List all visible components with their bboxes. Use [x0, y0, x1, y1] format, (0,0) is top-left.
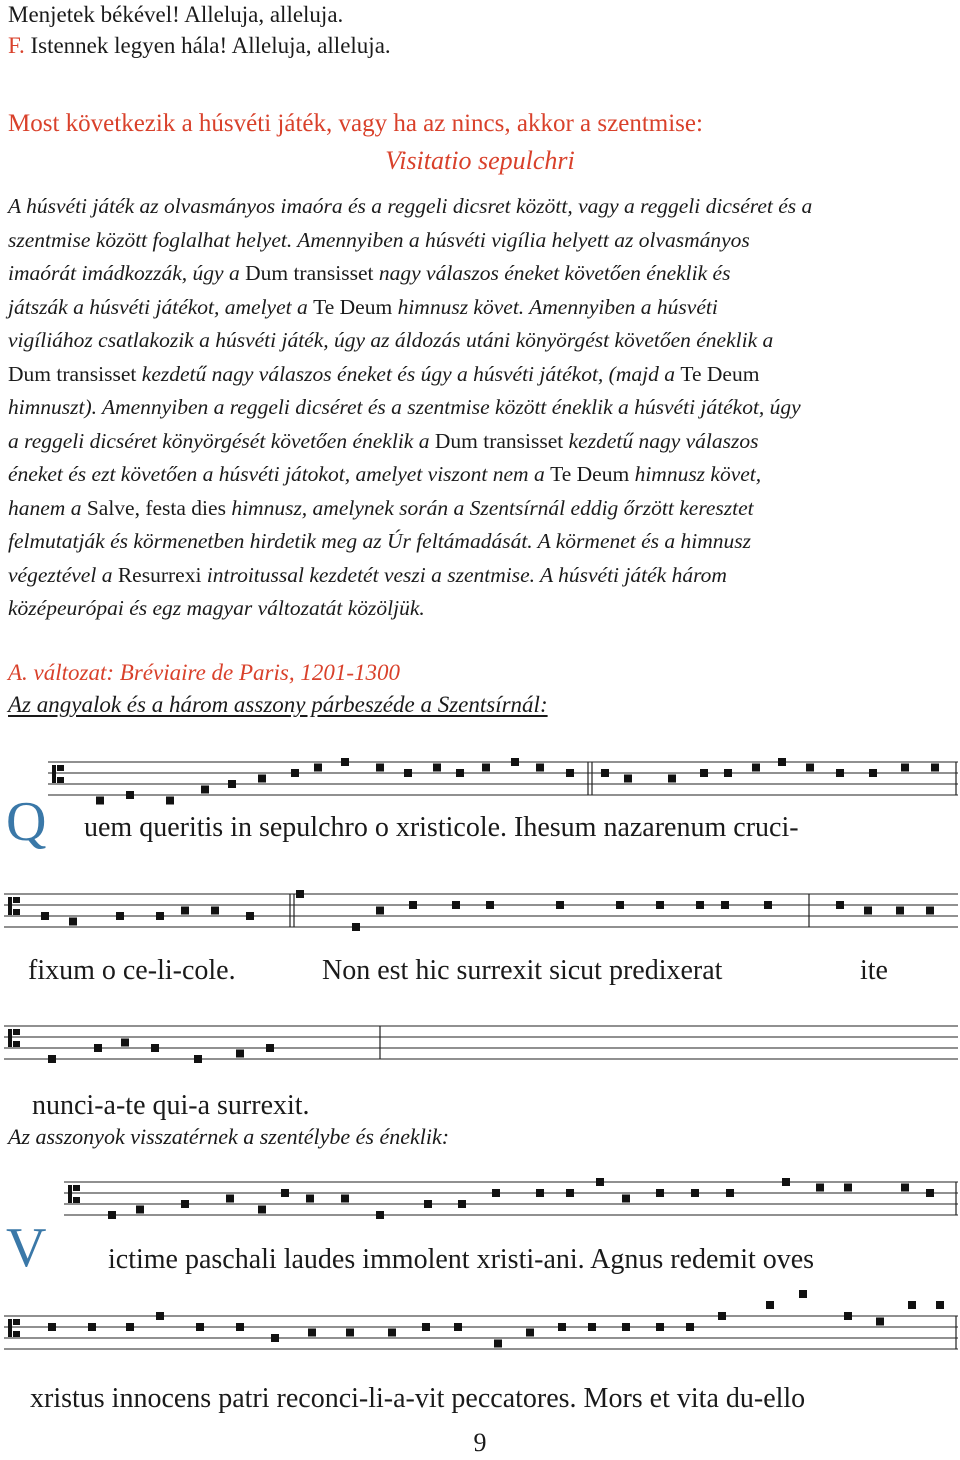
- rubric-text: éneket és ezt követően a húsvéti játokot, amelyet viszont nem a: [8, 462, 551, 486]
- neume: [752, 764, 760, 772]
- chant-staff-5: [0, 1306, 960, 1366]
- neume: [721, 901, 729, 909]
- neume: [422, 1323, 430, 1331]
- neume: [306, 1195, 314, 1203]
- rubric-text: végeztével a: [8, 562, 118, 587]
- drop-cap-v: V: [6, 1217, 47, 1279]
- neume: [616, 901, 624, 909]
- neume: [201, 786, 209, 794]
- neume: [166, 797, 174, 805]
- neume: [194, 1055, 202, 1063]
- neume: [696, 901, 704, 909]
- neume: [226, 1195, 234, 1203]
- rubric-text: himnuszt). Amennyiben a reggeli dicséret és a szentmise között éneklik a húsvéti játékot, úgy: [8, 395, 801, 419]
- rubric-text: a reggeli dicséret könyörgését követően éneklik a: [8, 428, 435, 453]
- rubric-paragraph: [8, 190, 956, 626]
- neume: [88, 1323, 96, 1331]
- neume: [844, 1184, 852, 1192]
- neume: [341, 1195, 349, 1203]
- chant-staff-3: [0, 1016, 960, 1076]
- response-text: Istennek legyen hála! Alleluja, alleluja.: [24, 33, 391, 58]
- neume: [764, 901, 772, 909]
- neume: [601, 769, 609, 777]
- neume: [308, 1329, 316, 1337]
- neume: [511, 758, 519, 766]
- neume: [624, 775, 632, 783]
- neume: [864, 907, 872, 915]
- rubric-line: [8, 190, 956, 224]
- neume: [346, 1329, 354, 1337]
- neume: [156, 912, 164, 920]
- neume: [726, 1189, 734, 1197]
- neume: [196, 1323, 204, 1331]
- chant-title: Dum transisset: [8, 361, 137, 386]
- c-clef-icon: [8, 1029, 20, 1047]
- neume: [48, 1323, 56, 1331]
- neume: [622, 1195, 630, 1203]
- rubric-text: introitussal kezdetét veszi a szentmise. A húsvéti játék három: [201, 562, 727, 587]
- neume: [409, 901, 417, 909]
- lyric-line-2c: ite: [860, 955, 888, 986]
- neume: [236, 1050, 244, 1058]
- rubric-line: [8, 391, 956, 425]
- neume: [526, 1329, 534, 1337]
- neume: [668, 775, 676, 783]
- neume: [656, 1323, 664, 1331]
- version-caption: Az angyalok és a három asszony párbeszéde a Szentsírnál:: [8, 692, 548, 717]
- section-subtitle: Visitatio sepulchri: [385, 146, 575, 175]
- neume: [806, 764, 814, 772]
- c-clef-icon: [52, 765, 64, 783]
- neume: [876, 1318, 884, 1326]
- page-number: 9: [473, 1428, 487, 1457]
- neume: [266, 1044, 274, 1052]
- neume: [536, 764, 544, 772]
- chant-title: Te Deum: [680, 361, 760, 386]
- neume: [352, 923, 360, 931]
- rubric-line: [8, 458, 956, 492]
- drop-cap-q: Q: [6, 791, 47, 853]
- neume: [48, 1055, 56, 1063]
- rubric-text: nagy válaszos éneket követően éneklik és: [373, 261, 731, 285]
- neume: [901, 1184, 909, 1192]
- neume: [836, 901, 844, 909]
- neume: [691, 1189, 699, 1197]
- rubric-text: himnusz követ,: [629, 462, 762, 486]
- lyric-line-3: nunci-a-te qui-a surrexit.: [32, 1090, 310, 1121]
- neume: [718, 1312, 726, 1320]
- neume: [458, 1200, 466, 1208]
- neume: [482, 764, 490, 772]
- chant-title: Dum transisset: [434, 428, 564, 453]
- neume: [456, 769, 464, 777]
- neume: [622, 1323, 630, 1331]
- neume: [126, 791, 134, 799]
- lyric-line-5: xristus innocens patri reconci-li-a-vit peccatores. Mors et vita du-ello: [30, 1383, 806, 1414]
- rubric-text: himnusz követ. Amennyiben a húsvéti: [392, 294, 718, 319]
- neume: [116, 912, 124, 920]
- neume: [136, 1206, 144, 1214]
- neume: [700, 769, 708, 777]
- neume: [901, 764, 909, 772]
- neume: [566, 1189, 574, 1197]
- rubric-text: hanem a: [8, 495, 87, 520]
- neume: [926, 1189, 934, 1197]
- neume: [126, 1323, 134, 1331]
- neume: [246, 912, 254, 920]
- neume: [926, 907, 934, 915]
- neume: [121, 1039, 129, 1047]
- lyric-line-4: ictime paschali laudes immolent xristi-ani. Agnus redemit oves: [108, 1244, 815, 1275]
- chant-title: Resurrexi: [117, 562, 202, 587]
- lyric-line-1: uem queritis in sepulchro o xristicole. Ihesum nazarenum cruci-: [84, 812, 799, 843]
- neume: [156, 1312, 164, 1320]
- neume: [778, 758, 786, 766]
- neume: [271, 1334, 279, 1342]
- neume: [96, 797, 104, 805]
- neume: [281, 1189, 289, 1197]
- neume: [452, 901, 460, 909]
- rubric-line: [8, 324, 956, 358]
- neume: [656, 901, 664, 909]
- rubric-line: [8, 525, 956, 559]
- response-line: [8, 33, 391, 59]
- chant-staff-2: [0, 884, 960, 944]
- neume: [404, 769, 412, 777]
- rubric-line: [8, 224, 956, 258]
- neume: [896, 907, 904, 915]
- chant-staff-4: [0, 1172, 960, 1232]
- neume: [228, 780, 236, 788]
- neume: [151, 1044, 159, 1052]
- neume: [844, 1312, 852, 1320]
- neume: [566, 769, 574, 777]
- rubric-text: kezdetű nagy válaszos éneket és úgy a húsvéti játékot, (majd a: [136, 361, 681, 386]
- neume: [258, 1206, 266, 1214]
- neume: [558, 1323, 566, 1331]
- section-heading: Most következik a húsvéti játék, vagy ha az nincs, akkor a szentmise:: [8, 110, 703, 137]
- neume: [454, 1323, 462, 1331]
- neume: [69, 918, 77, 926]
- neume: [108, 1211, 116, 1219]
- neume: [782, 1178, 790, 1186]
- neume: [296, 890, 304, 898]
- neume: [181, 1200, 189, 1208]
- neume: [936, 1301, 944, 1309]
- rubric-text: himnusz, amelynek során a Szentsírnál eddig őrzött keresztet: [225, 495, 754, 520]
- neume: [376, 907, 384, 915]
- lyric-line-2a: fixum o ce-li-cole.: [28, 955, 236, 986]
- neume: [536, 1189, 544, 1197]
- rubric-line: [8, 358, 956, 392]
- neume: [211, 907, 219, 915]
- rubric-text: szentmise között foglalhat helyet. Amennyiben a húsvéti vigília helyett az olvasmányos: [8, 227, 750, 252]
- rubric-text: kezdetű nagy válaszos: [563, 428, 759, 453]
- neume: [376, 764, 384, 772]
- chant-title: Dum transisset: [245, 261, 374, 285]
- c-clef-icon: [8, 1319, 20, 1337]
- dismissal-text: Menjetek békével! Alleluja, alleluja.: [8, 2, 344, 27]
- chant-title: Te Deum: [313, 294, 393, 319]
- neume: [291, 769, 299, 777]
- rubric-line: [8, 291, 956, 325]
- rubric-line: [8, 257, 956, 291]
- neume: [816, 1184, 824, 1192]
- neume: [656, 1189, 664, 1197]
- neume: [181, 907, 189, 915]
- neume: [341, 758, 349, 766]
- neume: [94, 1044, 102, 1052]
- rubric-line: [8, 425, 956, 459]
- neume: [596, 1178, 604, 1186]
- neume: [588, 1323, 596, 1331]
- neume: [388, 1329, 396, 1337]
- rubric-text: játszák a húsvéti játékot, amelyet a: [8, 294, 314, 319]
- dismissal-line: [8, 0, 343, 32]
- neume: [314, 764, 322, 772]
- response-marker: F.: [8, 33, 25, 58]
- neume: [931, 764, 939, 772]
- rubric-line: [8, 492, 956, 526]
- rubric-text: vigíliához csatlakozik a húsvéti játék, úgy az áldozás utáni könyörgést követően éneklik a: [8, 328, 774, 352]
- neume: [556, 901, 564, 909]
- neume: [494, 1340, 502, 1348]
- neume: [424, 1200, 432, 1208]
- neume: [836, 769, 844, 777]
- rubric-text: középeurópai és egz magyar változatát közöljük.: [8, 596, 425, 620]
- neume: [433, 764, 441, 772]
- neume: [766, 1301, 774, 1309]
- chant-staff-1: [0, 752, 960, 812]
- women-caption: Az asszonyok visszatérnek a szentélybe és éneklik:: [8, 1124, 450, 1149]
- rubric-line: [8, 592, 956, 626]
- neume: [376, 1211, 384, 1219]
- neume: [41, 912, 49, 920]
- neume: [869, 769, 877, 777]
- neume: [492, 1189, 500, 1197]
- rubric-text: felmutatják és körmenetben hirdetik meg az Úr feltámadását. A körmenet és a himnusz: [8, 529, 752, 553]
- neume: [686, 1323, 694, 1331]
- c-clef-icon: [8, 897, 20, 915]
- version-label: A. változat: Bréviaire de Paris, 1201-1300: [8, 660, 400, 685]
- neume: [236, 1323, 244, 1331]
- c-clef-icon: [68, 1185, 80, 1203]
- lyric-line-2b: Non est hic surrexit sicut predixerat: [322, 955, 723, 986]
- rubric-line: [8, 559, 956, 593]
- rubric-text: A húsvéti játék az olvasmányos imaóra és a reggeli dicsret között, vagy a reggeli dicséret és a: [8, 194, 813, 218]
- rubric-text: imaórát imádkozzák, úgy a: [8, 261, 246, 285]
- neume: [908, 1301, 916, 1309]
- chant-title: Salve, festa dies: [86, 495, 226, 520]
- neume: [486, 901, 494, 909]
- chant-title: Te Deum: [550, 462, 630, 486]
- neume: [799, 1290, 807, 1298]
- neume: [258, 775, 266, 783]
- neume: [724, 769, 732, 777]
